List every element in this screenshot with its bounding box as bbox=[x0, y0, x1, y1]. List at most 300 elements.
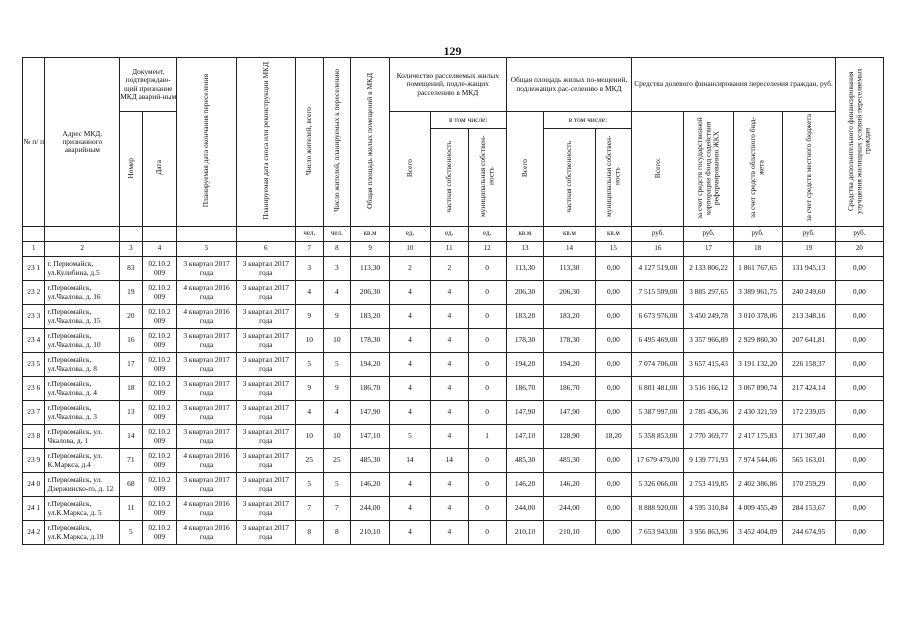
table-cell: 9 bbox=[323, 377, 351, 401]
table-cell: 186,70 bbox=[544, 377, 595, 401]
header-rooms-including: в том числе: bbox=[430, 112, 506, 129]
table-cell: 128,90 bbox=[544, 425, 595, 449]
table-cell: 4 bbox=[389, 401, 430, 425]
table-cell: 3 450 249,78 bbox=[684, 305, 733, 329]
table-cell: 02.10.2 009 bbox=[142, 353, 177, 377]
table-cell: 83 bbox=[120, 257, 142, 281]
table-cell: 9 bbox=[323, 305, 351, 329]
table-cell: 147,10 bbox=[351, 425, 390, 449]
table-cell: кв.м bbox=[506, 227, 544, 242]
table-cell: 02.10.2 009 bbox=[142, 473, 177, 497]
table-cell: 8 bbox=[323, 521, 351, 545]
table-cell: 3 357 966,89 bbox=[684, 329, 733, 353]
table-cell: 146,20 bbox=[544, 473, 595, 497]
table-cell: ед. bbox=[468, 227, 506, 242]
table-cell: 3 квартал 2017 года bbox=[177, 401, 236, 425]
table-cell: 3 квартал 2017 года bbox=[177, 257, 236, 281]
table-cell: 0 bbox=[468, 353, 506, 377]
table-cell: ед. bbox=[389, 227, 430, 242]
table-cell: 02.10.2 009 bbox=[142, 329, 177, 353]
table-cell: 146,20 bbox=[506, 473, 544, 497]
table-cell: 3 квартал 2017 года bbox=[177, 425, 236, 449]
table-cell: 0,00 bbox=[595, 377, 632, 401]
table-cell: 194,20 bbox=[544, 353, 595, 377]
table-cell: 11 bbox=[430, 242, 468, 257]
table-cell: 206,30 bbox=[351, 281, 390, 305]
table-cell: 5 bbox=[120, 521, 142, 545]
table-cell: 3 квартал 2017 года bbox=[236, 257, 295, 281]
table-cell: 4 bbox=[389, 521, 430, 545]
table-cell: 6 495 469,00 bbox=[632, 329, 684, 353]
table-cell: 10 bbox=[295, 329, 323, 353]
table-cell: 4 квартал 2016 года bbox=[177, 497, 236, 521]
table-cell: 0,00 bbox=[835, 521, 883, 545]
table-cell: 16 bbox=[120, 329, 142, 353]
table-cell: 6 bbox=[236, 242, 295, 257]
table-cell: 3 квартал 2017 года bbox=[177, 353, 236, 377]
table-cell: 0,00 bbox=[835, 473, 883, 497]
table-cell: 485,30 bbox=[544, 449, 595, 473]
table-cell: 194,20 bbox=[506, 353, 544, 377]
table-cell: 4 квартал 2016 года bbox=[177, 305, 236, 329]
table-cell: 244,00 bbox=[351, 497, 390, 521]
table-cell: 146,20 bbox=[351, 473, 390, 497]
table-cell: 3 квартал 2017 года bbox=[236, 305, 295, 329]
table-cell: 4 bbox=[389, 497, 430, 521]
table-cell: 24 2 bbox=[23, 521, 45, 545]
table-cell: 3 квартал 2017 года bbox=[177, 329, 236, 353]
table-cell: г.Первомайск, ул.Чкалова, д. 4 bbox=[45, 377, 120, 401]
table-cell: 23 7 bbox=[23, 401, 45, 425]
table-cell: 3 квартал 2017 года bbox=[236, 449, 295, 473]
table-cell: 0,00 bbox=[835, 401, 883, 425]
table-cell: г.Первомайск, ул. Дзержинско-го, д. 12 bbox=[45, 473, 120, 497]
table-cell: 14 bbox=[430, 449, 468, 473]
table-cell: г.Первомайск, ул.Чкалова, д. 8 bbox=[45, 353, 120, 377]
header-fund-region: за счет средств областного бюд-жета bbox=[733, 112, 782, 227]
table-cell: 226 158,37 bbox=[782, 353, 835, 377]
table-cell: 2 785 436,36 bbox=[684, 401, 733, 425]
table-cell: 147,90 bbox=[506, 401, 544, 425]
table-cell: 02.10.2 009 bbox=[142, 401, 177, 425]
table-cell: 13 bbox=[120, 401, 142, 425]
table-cell: 23 9 bbox=[23, 449, 45, 473]
table-cell: ед. bbox=[430, 227, 468, 242]
table-cell: 4 bbox=[389, 473, 430, 497]
table-cell: 183,20 bbox=[351, 305, 390, 329]
table-cell: 3 389 961,75 bbox=[733, 281, 782, 305]
table-cell: 4 bbox=[430, 353, 468, 377]
table-row bbox=[23, 377, 884, 401]
table-cell: 183,20 bbox=[506, 305, 544, 329]
table-cell: 02.10.2 009 bbox=[142, 305, 177, 329]
table-cell: 170 259,29 bbox=[782, 473, 835, 497]
table-cell: 23 1 bbox=[23, 257, 45, 281]
table-cell: 0,00 bbox=[595, 473, 632, 497]
table-cell: 4 bbox=[430, 401, 468, 425]
table-cell: 23 5 bbox=[23, 353, 45, 377]
table-cell: 3 квартал 2017 года bbox=[236, 281, 295, 305]
table-cell: кв.м bbox=[595, 227, 632, 242]
table-cell: чел. bbox=[323, 227, 351, 242]
header-fund-local: за счет средств местного бюджета bbox=[782, 112, 835, 227]
table-cell: 4 bbox=[389, 329, 430, 353]
table-cell: 20 bbox=[835, 242, 883, 257]
table-row bbox=[23, 473, 884, 497]
table-cell: 17 bbox=[684, 242, 733, 257]
header-document: Документ, подтверждаю-щий признание МКД аварий-ным bbox=[120, 58, 177, 112]
table-cell: чел. bbox=[295, 227, 323, 242]
table-cell: 244 674,95 bbox=[782, 521, 835, 545]
table-cell: 284 153,67 bbox=[782, 497, 835, 521]
table-cell: 2 402 386,86 bbox=[733, 473, 782, 497]
table-cell: г.Первомайск, ул.К.Маркса, д. 5 bbox=[45, 497, 120, 521]
table-cell: 23 6 bbox=[23, 377, 45, 401]
table-cell: 178,30 bbox=[351, 329, 390, 353]
table-cell: 9 bbox=[351, 242, 390, 257]
table-cell: 0 bbox=[468, 497, 506, 521]
table-cell: 4 bbox=[323, 281, 351, 305]
table-cell: 3 квартал 2017 года bbox=[236, 401, 295, 425]
table-cell: 4 bbox=[430, 281, 468, 305]
table-cell: руб. bbox=[835, 227, 883, 242]
table-cell: 10 bbox=[323, 329, 351, 353]
header-planned-end: Планируемая дата окончания переселения bbox=[177, 58, 236, 227]
table-cell: 3 квартал 2017 года bbox=[177, 377, 236, 401]
table-cell: 147,10 bbox=[506, 425, 544, 449]
table-cell: г.Первомайск, ул.Чкалова, д. 16 bbox=[45, 281, 120, 305]
table-cell: 210,10 bbox=[544, 521, 595, 545]
table-cell: 3 bbox=[120, 242, 142, 257]
table-cell: 4 009 455,49 bbox=[733, 497, 782, 521]
table-cell: 3 956 863,96 bbox=[684, 521, 733, 545]
table-cell: 3 квартал 2017 года bbox=[236, 497, 295, 521]
header-rooms-private: частная собственность bbox=[430, 129, 468, 227]
table-cell: 3 bbox=[295, 257, 323, 281]
table-cell bbox=[236, 227, 295, 242]
header-area-municipal: муниципальная собствен-ность bbox=[595, 129, 632, 227]
table-cell: 7 bbox=[323, 497, 351, 521]
table-cell: 10 bbox=[295, 425, 323, 449]
table-cell: 4 квартал 2016 года bbox=[177, 521, 236, 545]
table-cell: 25 bbox=[295, 449, 323, 473]
table-cell: руб. bbox=[733, 227, 782, 242]
header-rooms-group: Количество расселяемых жилых помещений, подле-жащих расселению в МКД bbox=[389, 58, 506, 112]
page-number: 129 bbox=[443, 44, 462, 58]
table-cell: 5 326 066,00 bbox=[632, 473, 684, 497]
table-cell: 5 387 997,00 bbox=[632, 401, 684, 425]
table-cell: 0,00 bbox=[595, 305, 632, 329]
table-cell: 68 bbox=[120, 473, 142, 497]
table-cell: 13 bbox=[506, 242, 544, 257]
table-cell: 171 307,40 bbox=[782, 425, 835, 449]
table-cell: 2 bbox=[389, 257, 430, 281]
table-cell: 0,00 bbox=[835, 329, 883, 353]
table-cell: 8 888 920,00 bbox=[632, 497, 684, 521]
table-cell: г.Первомайск, ул.Чкалова, д. 15 bbox=[45, 305, 120, 329]
table-cell: 23 3 bbox=[23, 305, 45, 329]
table-cell: 206,30 bbox=[544, 281, 595, 305]
table-cell: 1 bbox=[23, 242, 45, 257]
table-cell: 4 bbox=[430, 473, 468, 497]
table-cell: 02.10.2 009 bbox=[142, 281, 177, 305]
table-cell: 0 bbox=[468, 305, 506, 329]
table-cell: 4 bbox=[295, 281, 323, 305]
table-row bbox=[23, 353, 884, 377]
table-cell: 217 424,14 bbox=[782, 377, 835, 401]
table-cell: 113,30 bbox=[351, 257, 390, 281]
table-cell: 02.10.2 009 bbox=[142, 425, 177, 449]
header-address: Адрес МКД, признанного аварийным bbox=[45, 58, 120, 227]
table-cell: 485,30 bbox=[506, 449, 544, 473]
table-cell: 9 bbox=[295, 305, 323, 329]
table-cell: 0 bbox=[468, 401, 506, 425]
table-cell: 19 bbox=[120, 281, 142, 305]
table-cell: 14 bbox=[544, 242, 595, 257]
table-cell: 9 bbox=[295, 377, 323, 401]
table-cell: руб. bbox=[632, 227, 684, 242]
table-cell: 194,20 bbox=[351, 353, 390, 377]
table-cell: 213 348,16 bbox=[782, 305, 835, 329]
table-cell: 0,00 bbox=[835, 281, 883, 305]
table-cell: 0,00 bbox=[595, 449, 632, 473]
table-cell: 4 bbox=[389, 353, 430, 377]
table-cell: 4 bbox=[295, 401, 323, 425]
table-cell bbox=[45, 227, 120, 242]
table-cell: 183,20 bbox=[544, 305, 595, 329]
table-cell: 186,70 bbox=[351, 377, 390, 401]
header-residents-planned: Число жителей, планируемых к переселению bbox=[323, 58, 351, 227]
table-cell: 4 bbox=[430, 329, 468, 353]
table-cell: 4 bbox=[430, 497, 468, 521]
header-area-private: частная собственность bbox=[544, 129, 595, 227]
table-cell: 71 bbox=[120, 449, 142, 473]
header-no: № п/ п bbox=[23, 58, 45, 227]
table-cell: 5 bbox=[177, 242, 236, 257]
table-cell: 4 bbox=[389, 281, 430, 305]
table-row bbox=[23, 425, 884, 449]
table-cell: г.Первомайск, ул.К.Маркса, д.19 bbox=[45, 521, 120, 545]
table-cell: 0,00 bbox=[595, 329, 632, 353]
table-cell: 18 bbox=[733, 242, 782, 257]
table-cell: 02.10.2 009 bbox=[142, 497, 177, 521]
table-cell: 3 657 415,43 bbox=[684, 353, 733, 377]
table-cell: 147,90 bbox=[544, 401, 595, 425]
table-cell: 113,30 bbox=[506, 257, 544, 281]
header-residents-total: Число жителей, всего bbox=[295, 58, 323, 227]
table-cell: 3 191 132,20 bbox=[733, 353, 782, 377]
table-cell: 8 bbox=[295, 521, 323, 545]
table-cell: 2 753 419,85 bbox=[684, 473, 733, 497]
table-cell: кв.м bbox=[544, 227, 595, 242]
table-cell: 24 1 bbox=[23, 497, 45, 521]
table-cell: 17 679 479,00 bbox=[632, 449, 684, 473]
table-cell: 4 bbox=[430, 377, 468, 401]
table-cell: 210,10 bbox=[351, 521, 390, 545]
table-cell bbox=[142, 227, 177, 242]
table-cell: 0,00 bbox=[835, 353, 883, 377]
table-cell: 5 358 853,00 bbox=[632, 425, 684, 449]
units-row-group bbox=[23, 227, 884, 242]
table-cell: 3 067 890,74 bbox=[733, 377, 782, 401]
table-cell: 240 249,60 bbox=[782, 281, 835, 305]
table-row bbox=[23, 329, 884, 353]
table-cell: 0 bbox=[468, 281, 506, 305]
table-cell: 5 bbox=[323, 353, 351, 377]
table-cell: 186,70 bbox=[506, 377, 544, 401]
table-cell bbox=[177, 227, 236, 242]
table-cell: 12 bbox=[468, 242, 506, 257]
table-cell: 147,90 bbox=[351, 401, 390, 425]
table-cell: 10 bbox=[389, 242, 430, 257]
table-cell: 1 861 767,65 bbox=[733, 257, 782, 281]
table-cell: 02.10.2 009 bbox=[142, 377, 177, 401]
table-cell: руб. bbox=[782, 227, 835, 242]
table-cell: 3 квартал 2017 года bbox=[236, 425, 295, 449]
table-cell: 4 bbox=[430, 305, 468, 329]
table-cell: 6 801 481,00 bbox=[632, 377, 684, 401]
table-cell: 1 bbox=[468, 425, 506, 449]
table-cell: 3 квартал 2017 года bbox=[236, 521, 295, 545]
table-cell: 2 430 321,59 bbox=[733, 401, 782, 425]
table-cell: 7 515 509,00 bbox=[632, 281, 684, 305]
table-cell: 2 bbox=[45, 242, 120, 257]
table-cell: 2 417 175,83 bbox=[733, 425, 782, 449]
header-doc-date: Дата bbox=[142, 112, 177, 227]
table-cell: 0,00 bbox=[595, 281, 632, 305]
header-planned-demolition: Планируемая дата сноса или реконструкции МКД bbox=[236, 58, 295, 227]
table-cell: 7 bbox=[295, 242, 323, 257]
table-cell: кв.м bbox=[351, 227, 390, 242]
table-cell: 0 bbox=[468, 257, 506, 281]
table-cell: 3 452 404,09 bbox=[733, 521, 782, 545]
table-cell: 0,00 bbox=[595, 353, 632, 377]
table-cell: 3 bbox=[323, 257, 351, 281]
table-cell: 131 945,13 bbox=[782, 257, 835, 281]
table-cell: 0,00 bbox=[595, 401, 632, 425]
table-cell: 0,00 bbox=[835, 305, 883, 329]
table-cell: 3 516 166,12 bbox=[684, 377, 733, 401]
column-numbers-row bbox=[23, 242, 884, 257]
table-cell: 0 bbox=[468, 329, 506, 353]
header-doc-number: Номер bbox=[120, 112, 142, 227]
table-cell: 18 bbox=[120, 377, 142, 401]
table-cell: г.Первомайск, ул.Чкалова, д. 3 bbox=[45, 401, 120, 425]
table-row bbox=[23, 449, 884, 473]
header-area-including: в том числе: bbox=[544, 112, 632, 129]
table-cell: 4 bbox=[430, 521, 468, 545]
table-cell: 19 bbox=[782, 242, 835, 257]
table-cell: 18,20 bbox=[595, 425, 632, 449]
table-row bbox=[23, 497, 884, 521]
table-cell: 4 bbox=[389, 305, 430, 329]
table-cell: 0 bbox=[468, 473, 506, 497]
table-cell: 0,00 bbox=[595, 257, 632, 281]
table-cell: 24 0 bbox=[23, 473, 45, 497]
table-cell: 3 885 297,65 bbox=[684, 281, 733, 305]
table-cell: 0,00 bbox=[595, 497, 632, 521]
table-cell: 0,00 bbox=[835, 497, 883, 521]
table-cell: 9 139 771,93 bbox=[684, 449, 733, 473]
table-row bbox=[23, 401, 884, 425]
table-cell: 23 4 bbox=[23, 329, 45, 353]
table-cell: 3 квартал 2017 года bbox=[177, 473, 236, 497]
header-total-area: Общая площадь жилых помещений в МКД bbox=[351, 58, 390, 227]
table-cell: 3 010 378,06 bbox=[733, 305, 782, 329]
table-cell: 5 bbox=[295, 353, 323, 377]
table-cell: 4 127 519,00 bbox=[632, 257, 684, 281]
table-cell: 23 2 bbox=[23, 281, 45, 305]
table-cell: 210,10 bbox=[506, 521, 544, 545]
table-cell: 0,00 bbox=[835, 425, 883, 449]
table-cell: 16 bbox=[632, 242, 684, 257]
table-cell: 113,30 bbox=[544, 257, 595, 281]
table-cell: 0 bbox=[468, 521, 506, 545]
table-cell: 178,30 bbox=[506, 329, 544, 353]
table-cell: 2 770 369,77 bbox=[684, 425, 733, 449]
table-cell: 5 bbox=[323, 473, 351, 497]
table-cell: 565 163,01 bbox=[782, 449, 835, 473]
resettlement-table bbox=[22, 57, 884, 545]
table-cell: 20 bbox=[120, 305, 142, 329]
table-cell: 3 квартал 2017 года bbox=[236, 329, 295, 353]
table-cell: 172 239,05 bbox=[782, 401, 835, 425]
table-cell: 7 bbox=[295, 497, 323, 521]
table-cell: 15 bbox=[595, 242, 632, 257]
table-cell: 6 673 976,00 bbox=[632, 305, 684, 329]
header-funds-group: Средства долевого финансирования переселения граждан, руб. bbox=[632, 58, 835, 112]
table-cell: 0,00 bbox=[595, 521, 632, 545]
table-cell: г. Первомайск, ул.Кулибина, д.5 bbox=[45, 257, 120, 281]
table-cell: 4 bbox=[430, 425, 468, 449]
header-rooms-municipal: муниципальная собствен-ность bbox=[468, 129, 506, 227]
table-cell: 2 133 806,22 bbox=[684, 257, 733, 281]
table-cell: 02.10.2 009 bbox=[142, 521, 177, 545]
table-cell: 23 8 bbox=[23, 425, 45, 449]
data-rows bbox=[23, 257, 884, 545]
table-cell: 3 квартал 2017 года bbox=[236, 473, 295, 497]
table-cell: 25 bbox=[323, 449, 351, 473]
table-cell: 206,30 bbox=[506, 281, 544, 305]
table-cell: 0,00 bbox=[835, 257, 883, 281]
table-cell: 14 bbox=[389, 449, 430, 473]
table-cell: 244,00 bbox=[544, 497, 595, 521]
table-header bbox=[23, 58, 884, 227]
table-cell: г.Первомайск, ул. К.Маркса, д.4 bbox=[45, 449, 120, 473]
table-cell: 7 074 706,00 bbox=[632, 353, 684, 377]
table-cell: 4 bbox=[389, 377, 430, 401]
table-cell: 11 bbox=[120, 497, 142, 521]
table-cell: 2 929 860,30 bbox=[733, 329, 782, 353]
table-cell: 14 bbox=[120, 425, 142, 449]
table-cell: 8 bbox=[323, 242, 351, 257]
table-row bbox=[23, 305, 884, 329]
table-cell: 0 bbox=[468, 377, 506, 401]
table-cell: 4 квартал 2016 года bbox=[177, 449, 236, 473]
table-cell: 5 bbox=[295, 473, 323, 497]
table-cell: руб. bbox=[684, 227, 733, 242]
table-cell: 4 bbox=[323, 401, 351, 425]
table-cell: 2 bbox=[430, 257, 468, 281]
table-row bbox=[23, 521, 884, 545]
table-cell: 0,00 bbox=[835, 377, 883, 401]
table-cell: 4 595 310,84 bbox=[684, 497, 733, 521]
table-row bbox=[23, 281, 884, 305]
table-cell: 02.10.2 009 bbox=[142, 449, 177, 473]
table-cell: 4 квартал 2016 года bbox=[177, 281, 236, 305]
table-cell: г.Первомайск, ул. Чкалова, д. 1 bbox=[45, 425, 120, 449]
header-rooms-total: Всего bbox=[389, 112, 430, 227]
